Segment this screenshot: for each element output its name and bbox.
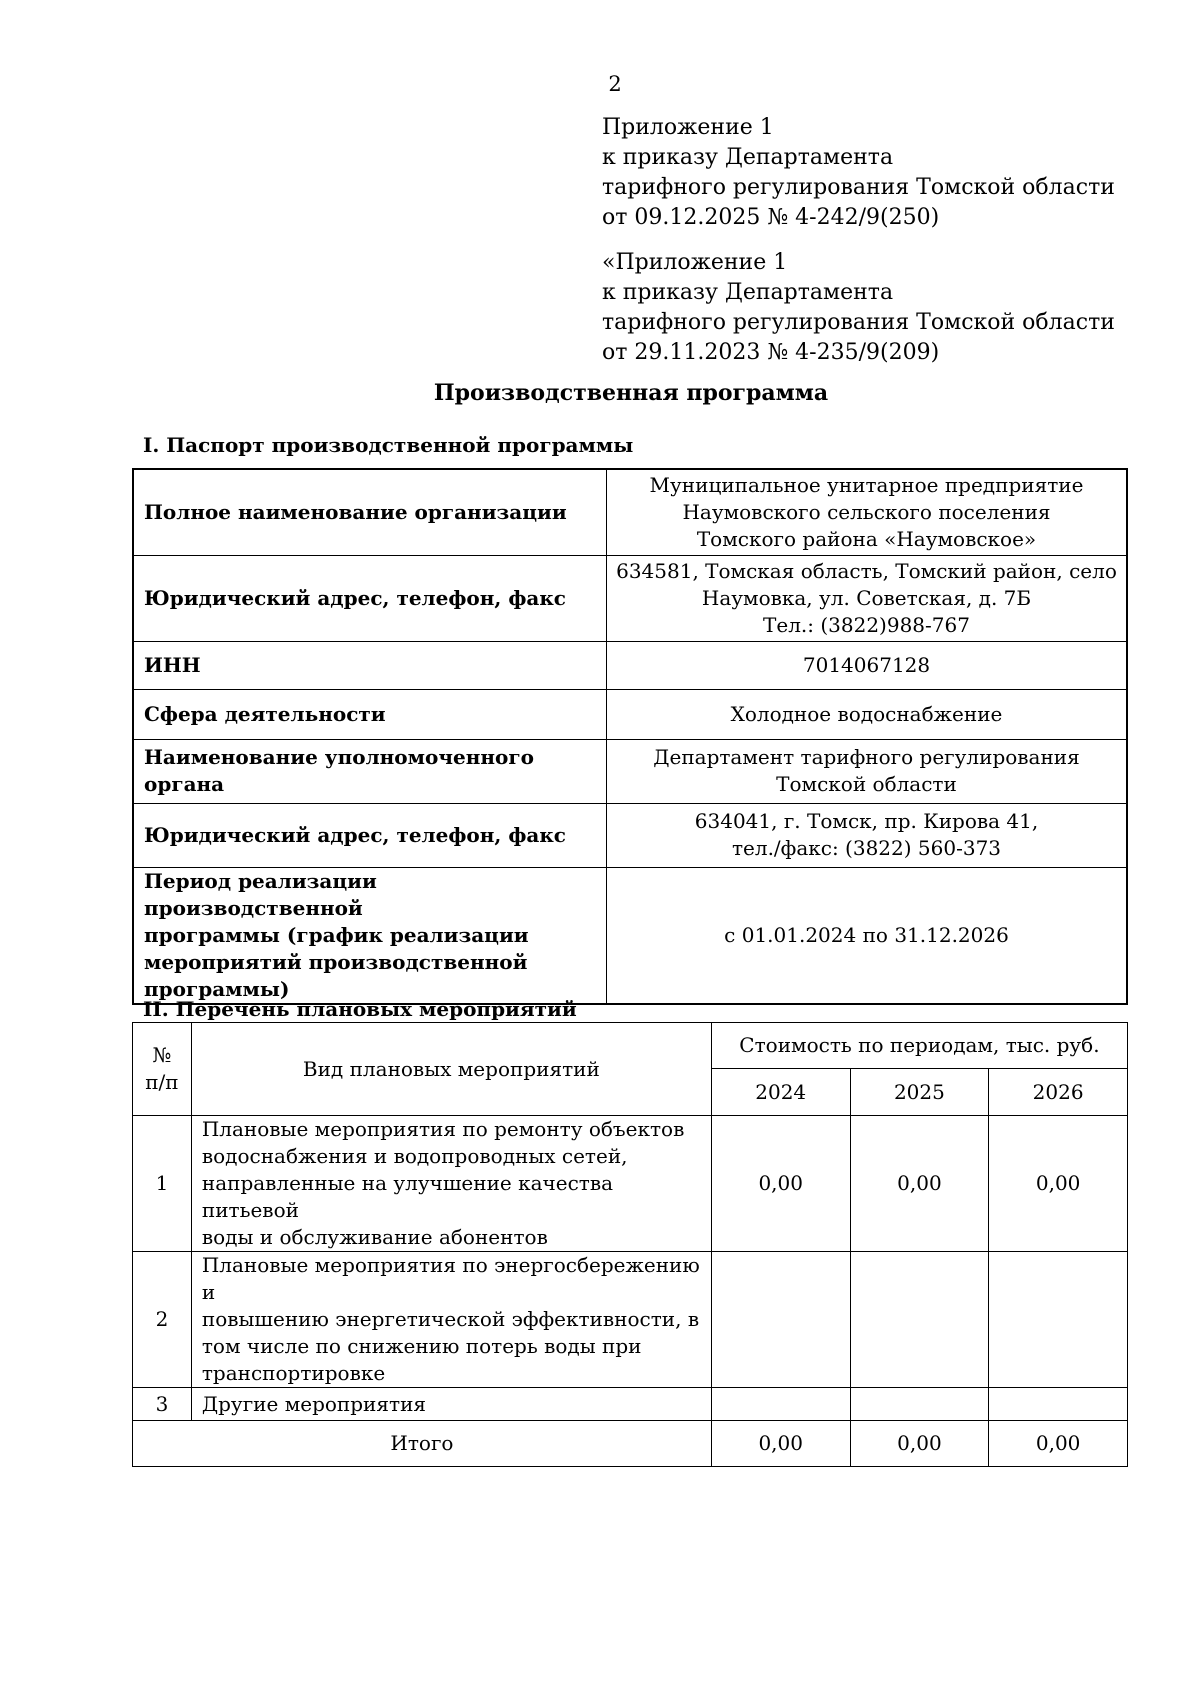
row-label: Наименование уполномоченного органа bbox=[133, 739, 607, 803]
table-row bbox=[133, 641, 1127, 689]
row-value: Холодное водоснабжение bbox=[607, 689, 1128, 739]
table-row bbox=[133, 1252, 1128, 1388]
header-year: 2026 bbox=[989, 1069, 1128, 1116]
section-title-measures: II. Перечень плановых мероприятий bbox=[143, 997, 577, 1021]
table-total-row bbox=[133, 1421, 1128, 1467]
appendix-line: Приложение 1 bbox=[602, 115, 774, 140]
row-value bbox=[989, 1388, 1128, 1421]
header-year: 2024 bbox=[711, 1069, 850, 1116]
table-row bbox=[133, 689, 1127, 739]
row-value: с 01.01.2024 по 31.12.2026 bbox=[607, 867, 1128, 1004]
appendix-line: «Приложение 1 bbox=[602, 250, 788, 275]
row-label: Сфера деятельности bbox=[133, 689, 607, 739]
row-value: Муниципальное унитарное предприятие Наумовского сельского поселения Томского района «Наумовское» bbox=[607, 469, 1128, 555]
passport-table bbox=[132, 468, 1128, 1005]
table-row bbox=[133, 867, 1127, 1004]
appendix-line: к приказу Департамента bbox=[602, 145, 894, 170]
document-title: Производственная программа bbox=[433, 380, 829, 406]
row-name: Плановые мероприятия по ремонту объектов водоснабжения и водопроводных сетей, направленные на улучшение качества питьевой воды и обслуживание абонентов bbox=[191, 1116, 711, 1252]
appendix-line: тарифного регулирования Томской области bbox=[602, 310, 1115, 335]
header-cost: Стоимость по периодам, тыс. руб. bbox=[711, 1023, 1127, 1069]
row-value bbox=[711, 1252, 850, 1388]
appendix-previous bbox=[602, 248, 1142, 368]
row-value: 634581, Томская область, Томский район, село Наумовка, ул. Советская, д. 7Б Тел.: (3822)988-767 bbox=[607, 555, 1128, 641]
table-row bbox=[133, 803, 1127, 867]
row-name: Другие мероприятия bbox=[191, 1388, 711, 1421]
table-row bbox=[133, 469, 1127, 555]
appendix-line: от 09.12.2025 № 4-242/9(250) bbox=[602, 205, 940, 230]
row-value: 7014067128 bbox=[607, 641, 1128, 689]
total-label: Итого bbox=[133, 1421, 712, 1467]
row-label: Юридический адрес, телефон, факс bbox=[133, 803, 607, 867]
row-name: Плановые мероприятия по энергосбережению и повышению энергетической эффективности, в том числе по снижению потерь воды при транспортировке bbox=[191, 1252, 711, 1388]
appendix-line: к приказу Департамента bbox=[602, 280, 894, 305]
row-value: 0,00 bbox=[989, 1116, 1128, 1252]
header-year: 2025 bbox=[850, 1069, 989, 1116]
table-row bbox=[133, 739, 1127, 803]
total-value: 0,00 bbox=[850, 1421, 989, 1467]
row-num: 2 bbox=[133, 1252, 192, 1388]
row-label: Полное наименование организации bbox=[133, 469, 607, 555]
row-label: ИНН bbox=[133, 641, 607, 689]
appendix-current bbox=[602, 113, 1142, 233]
table-row bbox=[133, 1116, 1128, 1252]
header-name: Вид плановых мероприятий bbox=[191, 1023, 711, 1116]
measures-table bbox=[132, 1022, 1128, 1467]
page-number: 2 bbox=[608, 72, 622, 96]
total-value: 0,00 bbox=[711, 1421, 850, 1467]
row-value: 0,00 bbox=[711, 1116, 850, 1252]
row-value: 634041, г. Томск, пр. Кирова 41, тел./факс: (3822) 560-373 bbox=[607, 803, 1128, 867]
row-value bbox=[850, 1252, 989, 1388]
row-num: 1 bbox=[133, 1116, 192, 1252]
header-num: № п/п bbox=[133, 1023, 192, 1116]
row-label: Период реализации производственной программы (график реализации мероприятий производственной программы) bbox=[133, 867, 607, 1004]
row-num: 3 bbox=[133, 1388, 192, 1421]
row-value: Департамент тарифного регулирования Томской области bbox=[607, 739, 1128, 803]
table-row bbox=[133, 555, 1127, 641]
appendix-line: от 29.11.2023 № 4-235/9(209) bbox=[602, 340, 940, 365]
table-header-row bbox=[133, 1023, 1128, 1069]
row-value bbox=[711, 1388, 850, 1421]
total-value: 0,00 bbox=[989, 1421, 1128, 1467]
row-label: Юридический адрес, телефон, факс bbox=[133, 555, 607, 641]
row-value bbox=[850, 1388, 989, 1421]
table-row bbox=[133, 1388, 1128, 1421]
appendix-line: тарифного регулирования Томской области bbox=[602, 175, 1115, 200]
row-value: 0,00 bbox=[850, 1116, 989, 1252]
section-title-passport: I. Паспорт производственной программы bbox=[143, 433, 634, 457]
row-value bbox=[989, 1252, 1128, 1388]
